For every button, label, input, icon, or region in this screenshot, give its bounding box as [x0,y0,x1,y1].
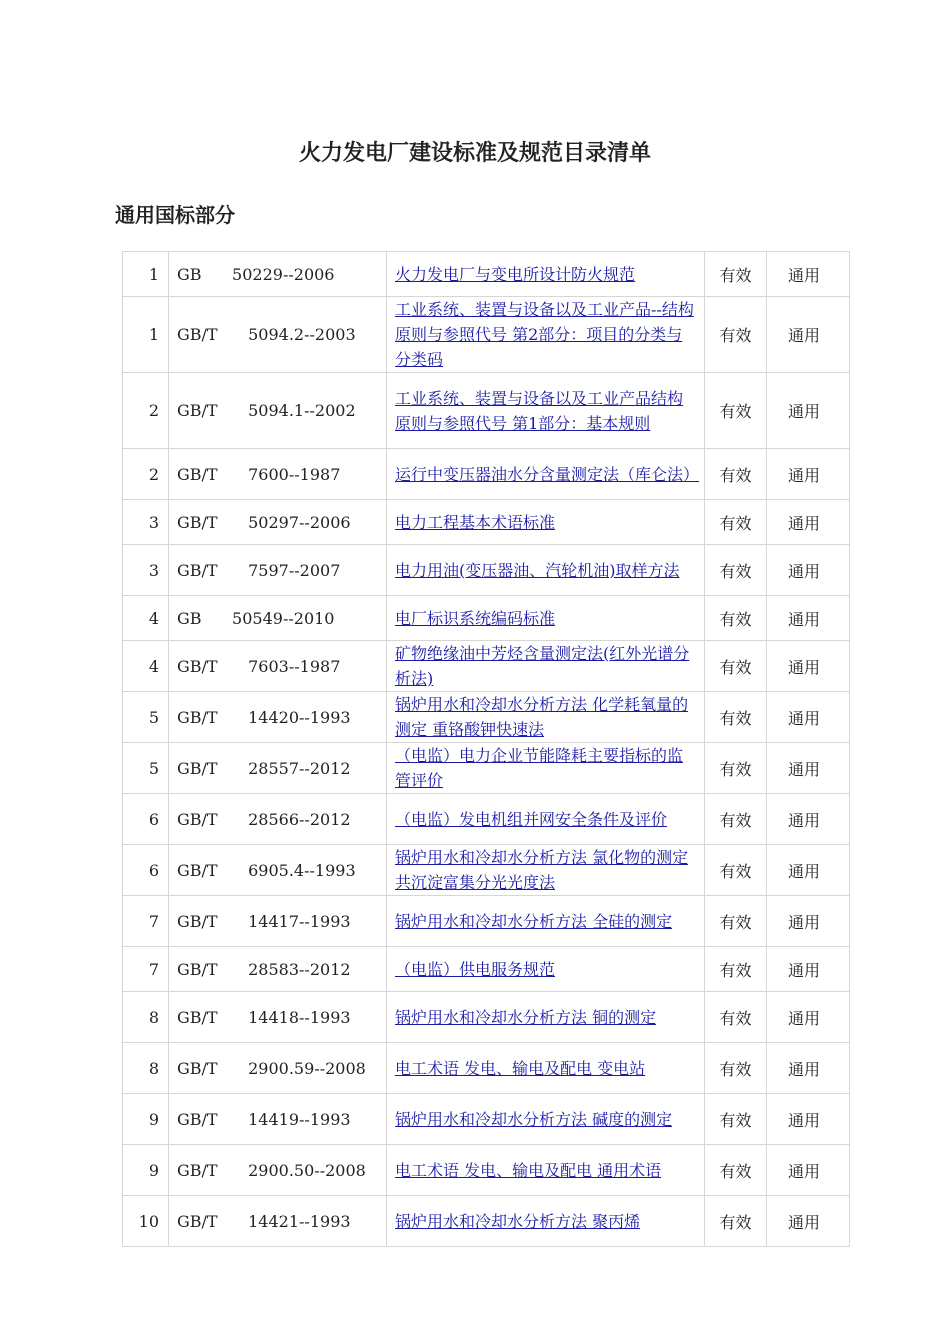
row-number: 6 [123,794,169,845]
standard-name-cell [387,373,705,449]
row-number: 3 [123,500,169,545]
table-row [123,992,850,1043]
standards-table [122,251,848,1232]
scope-cell: 通用 [767,947,850,992]
row-number: 10 [123,1196,169,1247]
standard-code: GB/T 50297--2006 [169,500,387,545]
status-cell: 有效 [705,1094,767,1145]
row-number: 1 [123,297,169,373]
table-row [123,794,850,845]
row-number: 7 [123,947,169,992]
standard-name-cell [387,692,705,743]
scope-cell: 通用 [767,373,850,449]
standard-name-cell [387,992,705,1043]
row-number: 3 [123,545,169,596]
standard-code: GB/T 7603--1987 [169,641,387,692]
standard-code: GB/T 28566--2012 [169,794,387,845]
standard-name-link[interactable]: 火力发电厂与变电所设计防火规范 [395,264,636,284]
row-number: 5 [123,743,169,794]
standard-code: GB/T 6905.4--1993 [169,845,387,896]
table-row [123,500,850,545]
status-cell: 有效 [705,947,767,992]
standard-name-cell [387,743,705,794]
table-row [123,743,850,794]
row-number: 7 [123,896,169,947]
status-cell: 有效 [705,641,767,692]
standard-code: GB/T 14418--1993 [169,992,387,1043]
standard-name-link[interactable]: （电监）供电服务规范 [395,959,556,979]
scope-cell: 通用 [767,992,850,1043]
scope-cell: 通用 [767,1094,850,1145]
table-row [123,252,850,297]
status-cell: 有效 [705,373,767,449]
scope-cell: 通用 [767,743,850,794]
page-title: 火力发电厂建设标准及规范目录清单 [298,141,651,166]
standard-name-cell [387,449,705,500]
status-cell: 有效 [705,1196,767,1247]
standard-name-cell [387,947,705,992]
standard-name-cell [387,252,705,297]
status-cell: 有效 [705,896,767,947]
standard-name-cell [387,1043,705,1094]
status-cell: 有效 [705,743,767,794]
standard-name-link[interactable]: 锅炉用水和冷却水分析方法 全硅的测定 [395,911,673,931]
standard-code: GB/T 2900.59--2008 [169,1043,387,1094]
standard-name-cell [387,1094,705,1145]
row-number: 4 [123,596,169,641]
standard-name-link[interactable]: 工业系统、装置与设备以及工业产品结构原则与参照代号 第1部分：基本规则 [395,388,684,433]
standard-name-link[interactable]: 电工术语 发电、输电及配电 通用术语 [395,1160,662,1180]
standard-name-cell [387,794,705,845]
standard-code: GB/T 14420--1993 [169,692,387,743]
standard-name-link[interactable]: 电力用油(变压器油、汽轮机油)取样方法 [395,560,680,580]
standard-code: GB/T 5094.1--2002 [169,373,387,449]
table-row [123,692,850,743]
standard-name-cell [387,1196,705,1247]
standard-name-link[interactable]: 锅炉用水和冷却水分析方法 聚丙烯 [395,1211,641,1231]
standard-name-link[interactable]: 电力工程基本术语标准 [395,512,556,532]
row-number: 2 [123,373,169,449]
row-number: 1 [123,252,169,297]
status-cell: 有效 [705,794,767,845]
standard-code: GB/T 7597--2007 [169,545,387,596]
standard-name-link[interactable]: 电厂标识系统编码标准 [395,608,556,628]
scope-cell: 通用 [767,641,850,692]
standard-name-cell [387,896,705,947]
standard-code: GB/T 14421--1993 [169,1196,387,1247]
table-row [123,373,850,449]
status-cell: 有效 [705,1145,767,1196]
scope-cell: 通用 [767,692,850,743]
scope-cell: 通用 [767,449,850,500]
standard-code: GB/T 14419--1993 [169,1094,387,1145]
table-row [123,1196,850,1247]
scope-cell: 通用 [767,896,850,947]
standard-name-link[interactable]: 锅炉用水和冷却水分析方法 铜的测定 [395,1007,657,1027]
scope-cell: 通用 [767,1043,850,1094]
table-row [123,845,850,896]
status-cell: 有效 [705,500,767,545]
row-number: 6 [123,845,169,896]
row-number: 8 [123,1043,169,1094]
standard-name-link[interactable]: 矿物绝缘油中芳烃含量测定法(红外光谱分析法) [395,644,690,688]
standard-code: GB 50229--2006 [169,252,387,297]
standard-code: GB/T 7600--1987 [169,449,387,500]
standards-table-body [123,252,850,1247]
scope-cell: 通用 [767,1196,850,1247]
standard-name-link[interactable]: 锅炉用水和冷却水分析方法 氯化物的测定 共沉淀富集分光光度法 [395,848,689,892]
standard-name-cell [387,500,705,545]
scope-cell: 通用 [767,845,850,896]
row-number: 9 [123,1094,169,1145]
standard-name-cell [387,845,705,896]
status-cell: 有效 [705,1043,767,1094]
status-cell: 有效 [705,297,767,373]
standard-name-link[interactable]: （电监）电力企业节能降耗主要指标的监管评价 [395,746,684,790]
table-row [123,545,850,596]
scope-cell: 通用 [767,794,850,845]
standard-name-link[interactable]: 电工术语 发电、输电及配电 变电站 [395,1058,646,1078]
scope-cell: 通用 [767,1145,850,1196]
row-number: 2 [123,449,169,500]
section-heading: 通用国标部分 [115,203,235,227]
status-cell: 有效 [705,845,767,896]
standard-code: GB/T 2900.50--2008 [169,1145,387,1196]
table-row [123,297,850,373]
table-row [123,449,850,500]
table-row [123,1094,850,1145]
status-cell: 有效 [705,545,767,596]
standard-name-cell [387,545,705,596]
scope-cell: 通用 [767,297,850,373]
table-row [123,947,850,992]
standard-name-cell [387,297,705,373]
standard-code: GB/T 5094.2--2003 [169,297,387,373]
standard-code: GB 50549--2010 [169,596,387,641]
standard-code: GB/T 28583--2012 [169,947,387,992]
status-cell: 有效 [705,449,767,500]
table-row [123,896,850,947]
standard-name-link[interactable]: 锅炉用水和冷却水分析方法 碱度的测定 [395,1109,673,1129]
standard-code: GB/T 14417--1993 [169,896,387,947]
table-row [123,1043,850,1094]
row-number: 9 [123,1145,169,1196]
row-number: 8 [123,992,169,1043]
standard-name-cell [387,596,705,641]
status-cell: 有效 [705,692,767,743]
standard-name-link[interactable]: 锅炉用水和冷却水分析方法 化学耗氧量的测定 重铬酸钾快速法 [395,695,689,739]
status-cell: 有效 [705,596,767,641]
scope-cell: 通用 [767,545,850,596]
status-cell: 有效 [705,992,767,1043]
table-row [123,641,850,692]
standard-name-cell [387,641,705,692]
row-number: 4 [123,641,169,692]
standard-name-link[interactable]: 运行中变压器油水分含量测定法（库仑法） [395,464,700,484]
scope-cell: 通用 [767,252,850,297]
scope-cell: 通用 [767,500,850,545]
status-cell: 有效 [705,252,767,297]
row-number: 5 [123,692,169,743]
table-row [123,596,850,641]
standard-name-cell [387,1145,705,1196]
standard-name-link[interactable]: 工业系统、装置与设备以及工业产品--结构原则与参照代号 第2部分：项目的分类与分类码 [395,300,694,369]
standard-code: GB/T 28557--2012 [169,743,387,794]
scope-cell: 通用 [767,596,850,641]
standard-name-link[interactable]: （电监）发电机组并网安全条件及评价 [395,809,668,829]
table-row [123,1145,850,1196]
